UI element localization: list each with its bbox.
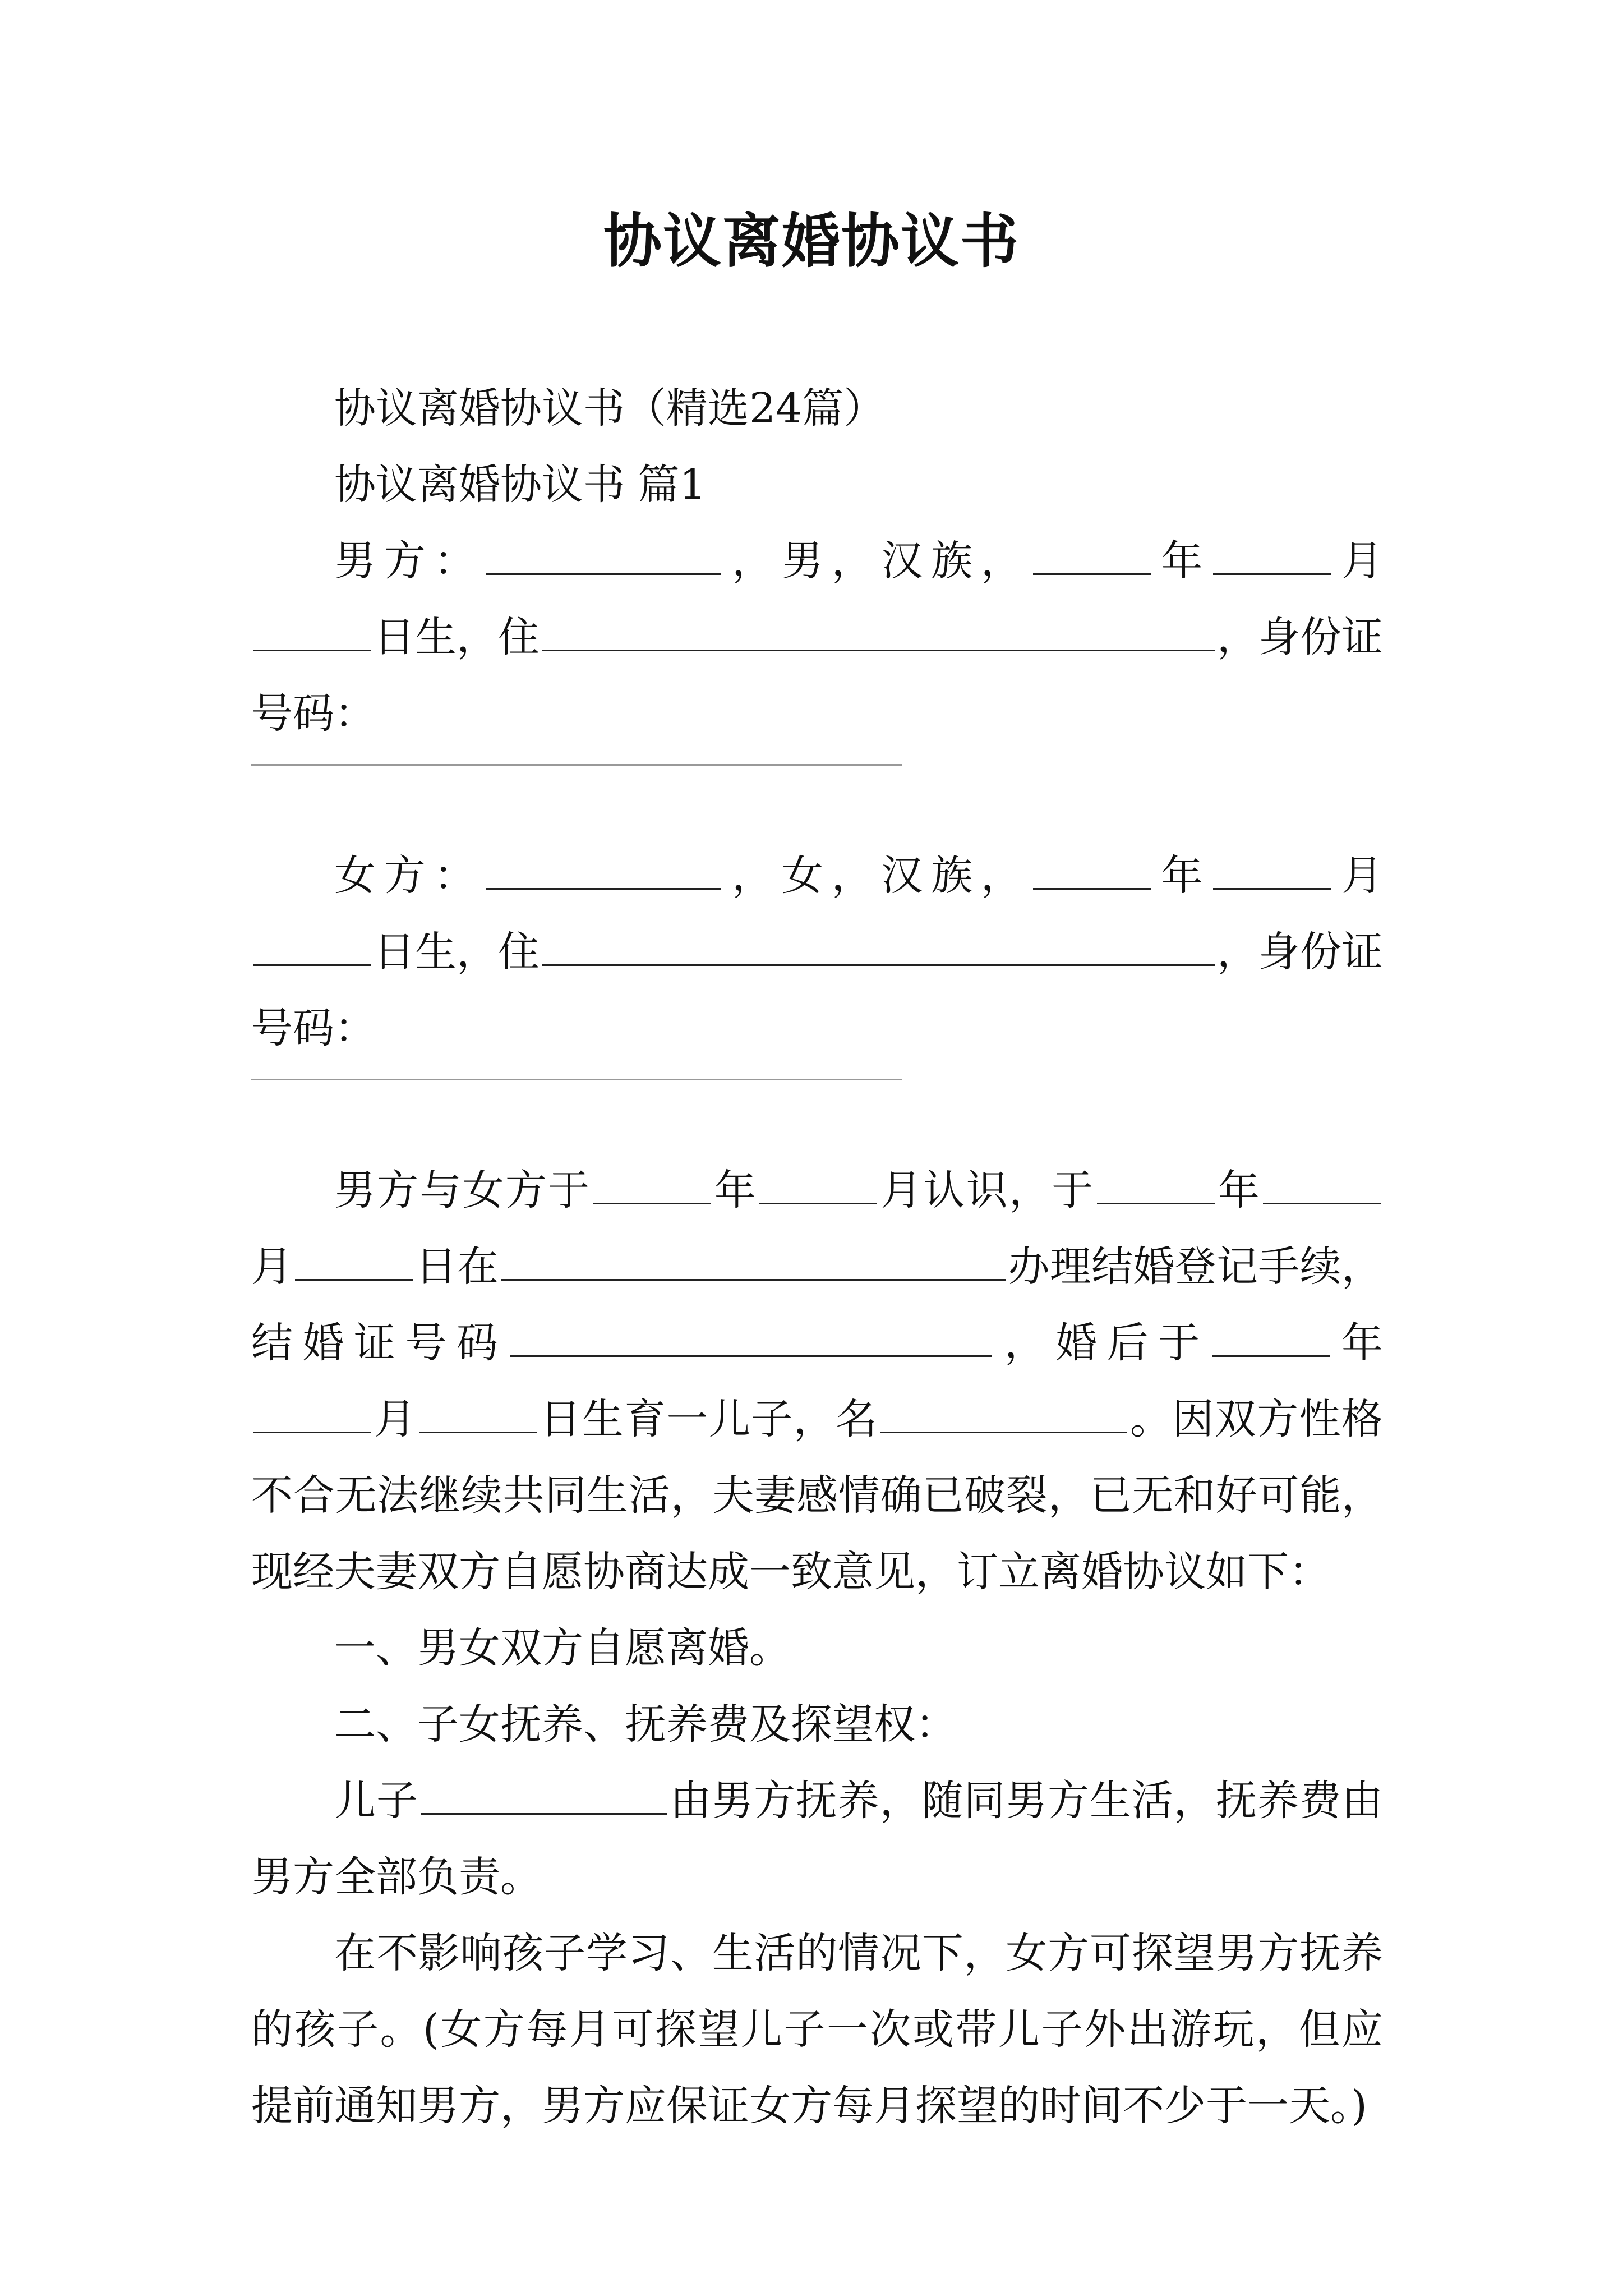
custody-text-1: 儿子 — [334, 1777, 418, 1825]
wed-day-blank — [295, 1237, 413, 1281]
male-birth-year-blank — [1033, 532, 1151, 575]
marriage-paragraph — [251, 1152, 1383, 1610]
son-name-blank — [880, 1390, 1127, 1433]
custody-text-2: 由男方抚养，随同男方生活，抚养费由男方全部负责。 — [251, 1777, 1384, 1901]
wed-year-label: 年 — [1216, 1166, 1261, 1214]
document-title: 协议离婚协议书 — [603, 206, 1020, 275]
male-party-paragraph — [251, 523, 1383, 752]
meet-month-blank — [759, 1161, 877, 1204]
male-name-blank — [486, 532, 721, 575]
male-year-label: 年 — [1152, 537, 1211, 585]
meet-year-label: 年 — [713, 1166, 757, 1214]
marriage-text-7: 。因双方性格不合无法继续共同生活，夫妻感情确已破裂，已无和好可能，现经夫妻双方自愿协商达成一致意见，订立离婚协议如下： — [251, 1395, 1384, 1596]
marriage-text-1: 男方与女方于 — [334, 1166, 591, 1214]
female-id-number-blank — [251, 1078, 902, 1080]
female-birth-month-blank — [1213, 846, 1331, 890]
visitation-paragraph: 在不影响孩子学习、生活的情况下，女方可探望男方抚养的孩子。(女方每月可探望儿子一次或带儿子外出游玩，但应提前通知男方，男方应保证女方每月探望的时间不少于一天。) — [251, 1929, 1383, 2130]
marriage-text-5: ，婚后于 — [994, 1319, 1210, 1367]
female-address-blank — [542, 923, 1215, 966]
male-day-live-label: 日生，住 — [374, 613, 540, 661]
female-id-label: ，身份证号码： — [251, 928, 1383, 1052]
registration-place-blank — [501, 1237, 1006, 1281]
male-gender-ethnicity: ，男，汉族， — [723, 537, 1031, 585]
wed-month-blank — [1263, 1161, 1381, 1204]
male-prefix: 男方： — [334, 537, 484, 585]
wed-year-blank — [1097, 1161, 1215, 1204]
male-address-blank — [542, 608, 1215, 651]
custody-paragraph — [251, 1763, 1383, 1915]
custody-son-name-blank — [421, 1772, 667, 1815]
male-month-label: 月 — [1333, 537, 1384, 585]
female-gender-ethnicity: ，女，汉族， — [723, 852, 1031, 900]
female-year-label: 年 — [1152, 852, 1211, 900]
marriage-text-3: 日在 — [415, 1243, 499, 1291]
marriage-text-6: 日生育一儿子，名 — [538, 1395, 878, 1443]
section-heading: 协议离婚协议书 篇1 — [334, 461, 706, 509]
female-party-paragraph — [251, 838, 1383, 1066]
female-day-live-label: 日生，住 — [374, 928, 540, 976]
wed-month-label: 月 — [251, 1243, 293, 1291]
female-prefix: 女方： — [334, 852, 484, 900]
female-name-blank — [486, 846, 721, 890]
female-birth-day-blank — [253, 923, 371, 966]
birth-day-blank — [419, 1390, 537, 1433]
male-birth-month-blank — [1213, 532, 1331, 575]
meet-year-blank — [593, 1161, 711, 1204]
document-subtitle: 协议离婚协议书（精选24篇） — [334, 384, 886, 432]
female-month-label: 月 — [1333, 852, 1384, 900]
male-id-label: ，身份证号码： — [251, 613, 1383, 738]
female-birth-year-blank — [1033, 846, 1151, 890]
marriage-text-2: 月认识，于 — [879, 1166, 1095, 1214]
clause-1: 一、男女双方自愿离婚。 — [334, 1624, 791, 1672]
birth-month-label: 月 — [374, 1395, 417, 1443]
male-birth-day-blank — [253, 608, 371, 651]
birth-month-blank — [253, 1390, 371, 1433]
male-id-number-blank — [251, 763, 902, 766]
document-body — [251, 370, 1383, 2144]
certificate-number-blank — [510, 1314, 992, 1357]
clause-2: 二、子女抚养、抚养费及探望权： — [334, 1700, 957, 1749]
birth-year-label: 年 — [1331, 1319, 1384, 1367]
birth-year-blank — [1212, 1314, 1330, 1357]
marriage-text-4: 办理结婚登记手续，结婚证号码 — [251, 1243, 1384, 1367]
